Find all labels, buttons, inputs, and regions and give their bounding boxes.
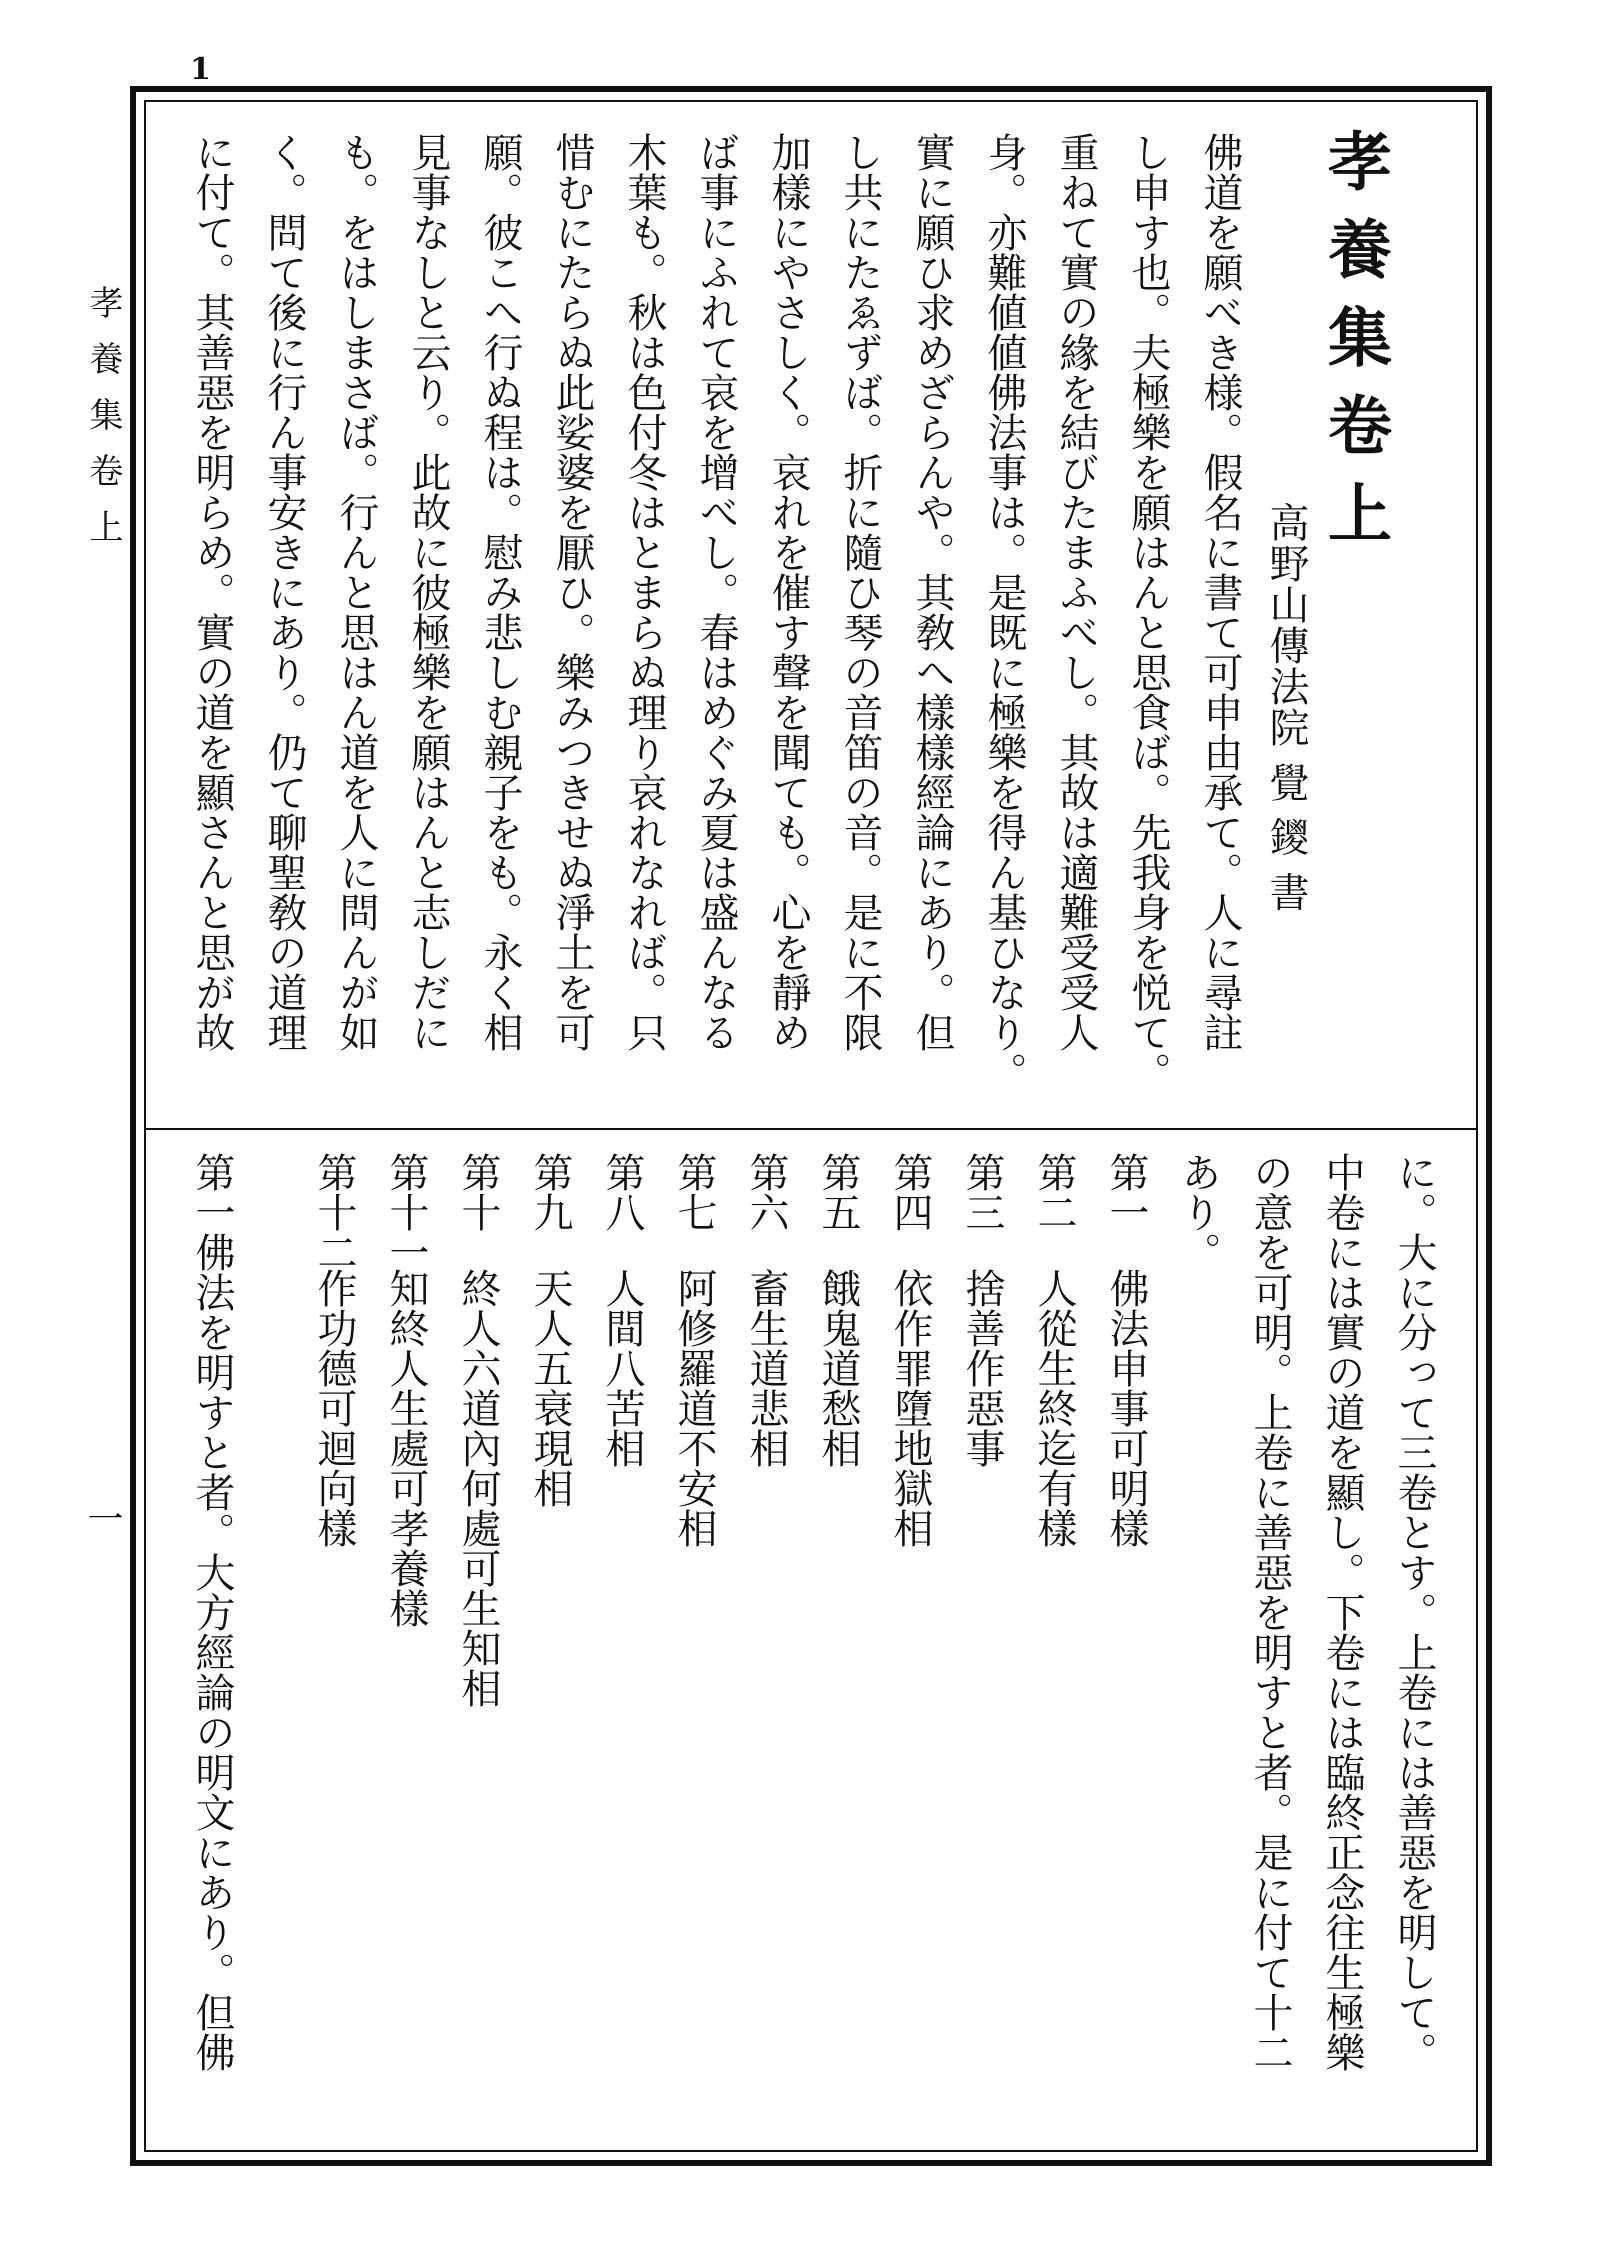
- toc-entry: [1030, 1152, 1078, 1548]
- toc-entry: [1102, 1152, 1150, 1548]
- author-line: 高野山傳法院 覺 鑁 書: [1263, 502, 1309, 913]
- upper-text-line: 木葉も。秋は色付冬はとまらぬ理り哀れなれば。只: [621, 132, 667, 1052]
- upper-text-line: 重ねて實の緣を結びたまふべし。其故は適難受受人: [1053, 132, 1099, 1052]
- running-head: 孝養集卷上: [83, 285, 123, 565]
- toc-entry: [670, 1152, 718, 1548]
- toc-entry-number: 第四: [887, 1152, 933, 1232]
- toc-entry-number: 第七: [671, 1152, 717, 1232]
- upper-text-line: く。問て後に行ん事安きにあり。仍て聊聖敎の道理: [261, 132, 307, 1052]
- page-title: 孝養集卷上: [1317, 128, 1392, 568]
- toc-entry-number: 第一: [1103, 1152, 1149, 1232]
- toc-entry-title: 天人五衰現相: [527, 1268, 573, 1508]
- toc-entry-title: 餓鬼道愁相: [815, 1268, 861, 1468]
- toc-entry-title: 知終人生處可孝養樣: [383, 1268, 429, 1628]
- toc-entry-number: 第五: [815, 1152, 861, 1232]
- toc-entry-number: 第二: [1031, 1152, 1077, 1232]
- upper-text-line: 加樣にやさしく。哀れを催す聲を聞ても。心を靜め: [765, 132, 811, 1052]
- toc-entry-number: 第六: [743, 1152, 789, 1232]
- upper-text-line: し申す也。夫極樂を願はんと思食ば。先我身を悦て。: [1125, 132, 1171, 1092]
- lower-intro-line: あり。: [1175, 1152, 1221, 1272]
- toc-entry-title: 依作罪墮地獄相: [887, 1268, 933, 1548]
- upper-text-line: 佛道を願べき様。假名に書て可申由承て。人に尋註: [1197, 132, 1243, 1052]
- toc-entry-number: 第三: [959, 1152, 1005, 1232]
- toc-entry-number: 第九: [527, 1152, 573, 1232]
- toc-entry-title: 作功德可迴向樣: [311, 1268, 357, 1548]
- toc-entry: [526, 1152, 574, 1508]
- toc-entry-title: 人從生終迄有樣: [1031, 1268, 1077, 1548]
- toc-entry-number: 第十: [455, 1152, 501, 1232]
- register-divider: [144, 1128, 1478, 1130]
- toc-entry: [814, 1152, 862, 1468]
- lower-intro-line: に。大に分って三卷とす。上卷には善惡を明して。: [1391, 1152, 1437, 2072]
- toc-entry-title: 阿修羅道不安相: [671, 1268, 717, 1548]
- toc-entry: [958, 1152, 1006, 1468]
- upper-text-line: し共にたゑずば。折に隨ひ琴の音笛の音。是に不限: [837, 132, 883, 1052]
- upper-text-line: 惜むにたらぬ此娑婆を厭ひ。樂みつきせぬ淨土を可: [549, 132, 595, 1052]
- toc-entry-title: 終人六道內何處可生知相: [455, 1268, 501, 1708]
- upper-text-line: に付て。其善惡を明らめ。實の道を顯さんと思が故: [189, 132, 235, 1052]
- upper-text-line: 見事なしと云り。此故に彼極樂を願はんと志しだに: [405, 132, 451, 1052]
- folio: 一: [82, 1500, 123, 1536]
- toc-entry: [382, 1152, 430, 1628]
- lower-intro-line: 中卷には實の道を顯し。下卷には臨終正念往生極樂: [1319, 1152, 1365, 2072]
- toc-entry: [310, 1152, 358, 1548]
- upper-text-line: 願。彼こへ行ぬ程は。慰み悲しむ親子をも。永く相: [477, 132, 523, 1052]
- toc-entry: [742, 1152, 790, 1468]
- toc-entry-title: 捨善作惡事: [959, 1268, 1005, 1468]
- lower-intro-line: の意を可明。上卷に善惡を明すと者。是に付て十二: [1247, 1152, 1293, 2072]
- toc-entry-title: 人間八苦相: [599, 1268, 645, 1468]
- toc-entry: [886, 1152, 934, 1548]
- upper-text-line: も。をはしまさば。行んと思はん道を人に問んが如: [333, 132, 379, 1052]
- toc-entry-number: 第十一: [383, 1152, 429, 1272]
- toc-entry-title: 佛法申事可明樣: [1103, 1268, 1149, 1548]
- lower-final-line: 第一佛法を明すと者。大方經論の明文にあり。但佛: [189, 1152, 235, 2072]
- toc-entry: [454, 1152, 502, 1708]
- toc-entry-number: 第八: [599, 1152, 645, 1232]
- upper-text-line: 身。亦難値値佛法事は。是既に極樂を得ん基ひなり。: [981, 132, 1027, 1092]
- toc-entry: [598, 1152, 646, 1468]
- toc-entry-title: 畜生道悲相: [743, 1268, 789, 1468]
- page-number: 1: [190, 52, 211, 87]
- toc-entry-number: 第十二: [311, 1152, 357, 1272]
- upper-text-line: ば事にふれて哀を增べし。春はめぐみ夏は盛んなる: [693, 132, 739, 1052]
- upper-text-line: 實に願ひ求めざらんや。其敎へ樣樣經論にあり。但: [909, 132, 955, 1052]
